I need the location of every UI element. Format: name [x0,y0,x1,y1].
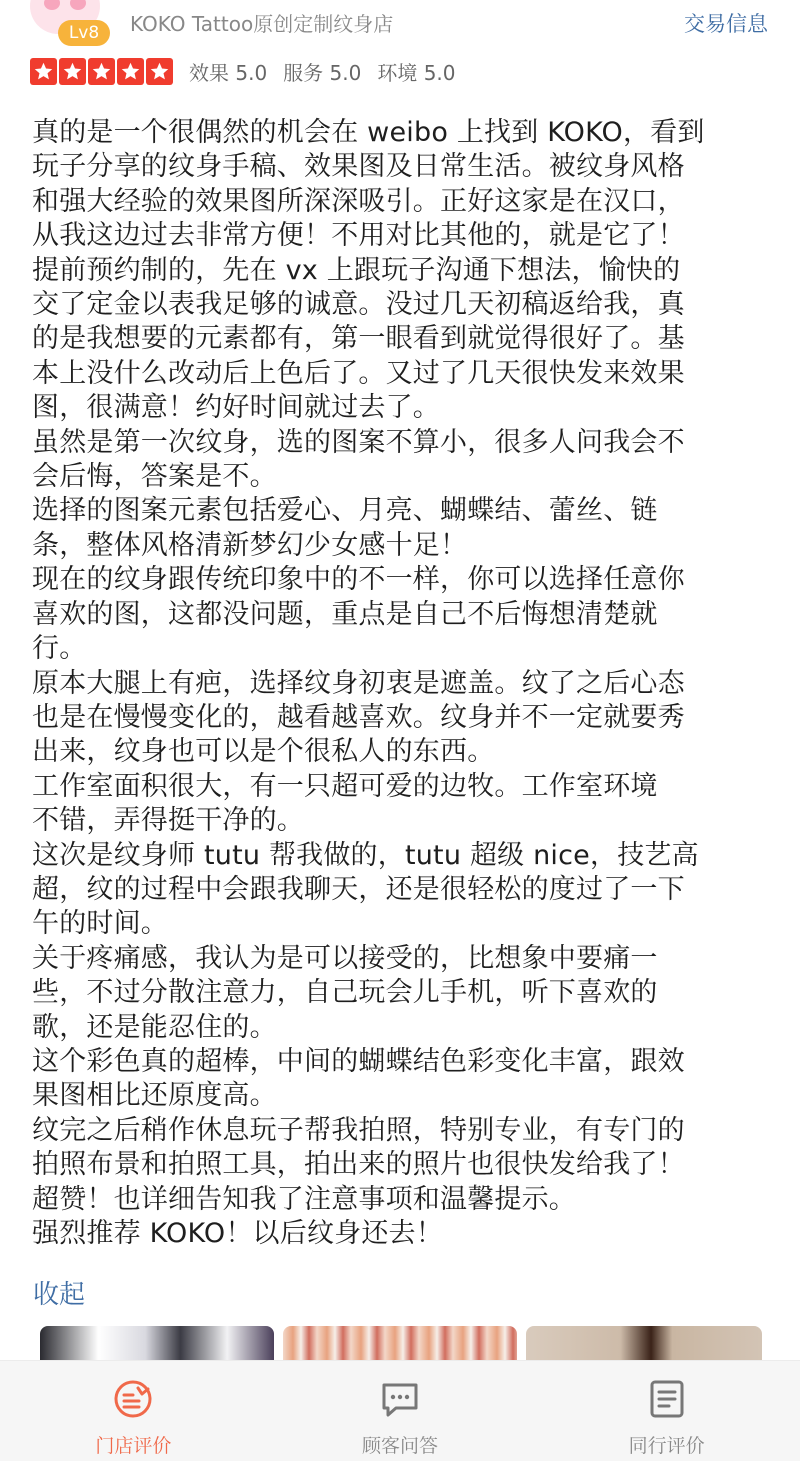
review-line: 的是我想要的元素都有，第一眼看到就觉得很好了。基 [32,323,685,355]
review-line: 虽然是第一次纹身，选的图案不算小，很多人问我会不 [32,426,685,458]
score-effect: 效果 5.0 [189,60,268,85]
store-review-icon [109,1375,157,1423]
review-photos [0,1326,800,1360]
shop-name[interactable]: KOKO Tattoo原创定制纹身店 [130,12,394,36]
avatar-ear-left [44,0,60,10]
collapse-link[interactable]: 收起 [33,1280,86,1310]
review-photo[interactable] [526,1326,762,1360]
review-photo[interactable] [283,1326,517,1360]
star-icon [59,58,86,85]
review-text [32,116,762,1251]
review-line: 选择的图案元素包括爱心、月亮、蝴蝶结、蕾丝、链 [32,495,658,527]
review-line: 拍照布景和拍照工具，拍出来的照片也很快发给我了！ [32,1149,685,1181]
trade-info-link[interactable]: 交易信息 [684,12,768,36]
star-icon [117,58,144,85]
review-line: 果图相比还原度高。 [32,1080,277,1112]
review-line: 午的时间。 [32,908,168,940]
review-line: 纹完之后稍作休息玩子帮我拍照，特别专业，有专门的 [32,1114,685,1146]
rating-row [30,56,456,86]
review-line: 条，整体风格清新梦幻少女感十足！ [32,529,468,561]
review-line: 关于疼痛感，我认为是可以接受的，比想象中要痛一 [32,942,658,974]
review-line: 和强大经验的效果图所深深吸引。正好这家是在汉口， [32,185,685,217]
review-line: 这次是纹身师 tutu 帮我做的，tutu 超级 nice，技艺高 [32,839,699,871]
tab-store-review[interactable] [0,1361,267,1461]
star-icon [146,58,173,85]
review-line: 图，很满意！约好时间就过去了。 [32,392,440,424]
review-line: 也是在慢慢变化的，越看越喜欢。纹身并不一定就要秀 [32,701,685,733]
review-line: 喜欢的图，这都没问题，重点是自己不后悔想清楚就 [32,598,658,630]
tab-peer-review[interactable] [533,1361,800,1461]
review-line: 不错，弄得挺干净的。 [32,805,304,837]
review-line: 强烈推荐 KOKO！以后纹身还去！ [32,1218,443,1249]
review-line: 些，不过分散注意力，自己玩会儿手机，听下喜欢的 [32,977,658,1009]
review-line: 真的是一个很偶然的机会在 weibo 上找到 KOKO，看到 [32,117,705,148]
review-line: 超，纹的过程中会跟我聊天，还是很轻松的度过了一下 [32,873,685,905]
tab-label: 门店评价 [95,1435,172,1457]
bottom-tab-bar [0,1360,800,1461]
star-rating [30,58,173,85]
review-header [0,0,800,50]
sub-scores [189,57,456,86]
review-line: 会后悔，答案是不。 [32,461,277,493]
review-line: 出来，纹身也可以是个很私人的东西。 [32,736,495,768]
star-icon [88,58,115,85]
review-line: 这个彩色真的超棒，中间的蝴蝶结色彩变化丰富，跟效 [32,1045,685,1077]
star-icon [30,58,57,85]
review-line: 行。 [32,633,87,665]
review-line: 超赞！也详细告知我了注意事项和温馨提示。 [32,1183,576,1215]
level-badge: Lv8 [58,20,110,46]
document-list-icon [643,1375,691,1423]
avatar-ear-right [70,0,86,10]
tab-label: 顾客问答 [362,1435,439,1457]
review-line: 从我这边过去非常方便！不用对比其他的，就是它了！ [32,220,685,252]
review-line: 原本大腿上有疤，选择纹身初衷是遮盖。纹了之后心态 [32,667,685,699]
review-line: 歌，还是能忍住的。 [32,1011,277,1043]
score-environment: 环境 5.0 [377,60,456,85]
review-line: 现在的纹身跟传统印象中的不一样，你可以选择任意你 [32,564,685,596]
review-line: 玩子分享的纹身手稿、效果图及日常生活。被纹身风格 [32,151,685,183]
review-line: 提前预约制的，先在 vx 上跟玩子沟通下想法，愉快的 [32,254,681,286]
review-photo[interactable] [40,1326,274,1360]
review-line: 工作室面积很大，有一只超可爱的边牧。工作室环境 [32,770,658,802]
score-service: 服务 5.0 [283,60,362,85]
tab-label: 同行评价 [628,1435,705,1457]
tab-customer-qa[interactable] [267,1361,534,1461]
review-line: 交了定金以表我足够的诚意。没过几天初稿返给我，真 [32,289,685,321]
chat-bubble-icon [376,1375,424,1423]
review-line: 本上没什么改动后上色后了。又过了几天很快发来效果 [32,357,685,389]
